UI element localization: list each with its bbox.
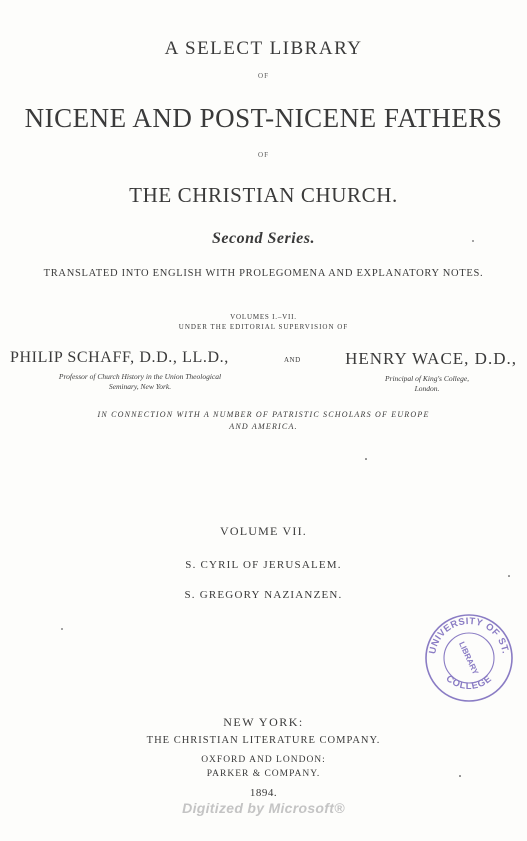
connection-line-2: AND AMERICA. [229, 422, 298, 431]
volume-number: VOLUME VII. [220, 524, 307, 538]
title-of-2: OF [258, 151, 269, 159]
translated-note: TRANSLATED INTO ENGLISH WITH PROLEGOMENA AND EXPLANATORY NOTES. [43, 268, 484, 279]
speck-dot [365, 458, 367, 460]
and-connector: AND [284, 356, 301, 364]
title-of-1: OF [258, 72, 269, 80]
editor-schaff-desc-line-2: Seminary, New York. [108, 382, 172, 391]
editor-schaff-desc-line-1: Professor of Church History in the Union Theological [58, 372, 222, 381]
series-label: Second Series. [212, 230, 315, 247]
svg-text:COLLEGE [444, 673, 495, 692]
editor-schaff [10, 349, 270, 392]
stamp-bottom-text: COLLEGE [443, 673, 495, 692]
editor-schaff-name: PHILIP SCHAFF, D.D., LL.D., [10, 349, 229, 366]
imprint-city: NEW YORK: [223, 715, 304, 729]
connection-line-1: IN CONNECTION WITH A NUMBER OF PATRISTIC SCHOLARS OF EUROPE [97, 410, 430, 419]
title-line-1: A SELECT LIBRARY [164, 38, 363, 59]
speck-dot [508, 575, 510, 577]
imprint-publisher: THE CHRISTIAN LITERATURE COMPANY. [146, 735, 381, 746]
stamp-top-text: UNIVERSITY OF ST. [427, 615, 511, 655]
editors-block [0, 349, 527, 395]
library-stamp [423, 612, 515, 704]
editor-wace-desc [317, 374, 517, 394]
speck-dot [61, 628, 63, 630]
stamp-center-text: LIBRARY [457, 640, 481, 677]
title-line-3: THE CHRISTIAN CHURCH. [129, 183, 398, 207]
speck-dot [459, 775, 461, 777]
editor-wace-desc-line-1: Principal of King's College, [384, 374, 470, 383]
imprint-year: 1894. [249, 787, 278, 799]
volumes-range: VOLUMES I.–VII. [230, 313, 297, 321]
supervision-note: UNDER THE EDITORIAL SUPERVISION OF [178, 323, 349, 331]
editor-schaff-desc [10, 372, 270, 392]
editor-wace [317, 349, 517, 394]
digitized-watermark: Digitized by Microsoft® [182, 800, 345, 816]
author-gregory: S. GREGORY NAZIANZEN. [184, 589, 343, 601]
imprint-cities: OXFORD AND LONDON: [201, 755, 326, 765]
title-line-2: NICENE AND POST-NICENE FATHERS [24, 103, 503, 133]
speck-dot [472, 240, 474, 242]
editor-wace-desc-line-2: London. [414, 384, 440, 393]
editor-wace-name: HENRY WACE, D.D., [345, 349, 517, 368]
imprint-publisher-2: PARKER & COMPANY. [206, 769, 321, 779]
connection-note [60, 409, 467, 433]
author-cyril: S. CYRIL OF JERUSALEM. [185, 559, 342, 571]
